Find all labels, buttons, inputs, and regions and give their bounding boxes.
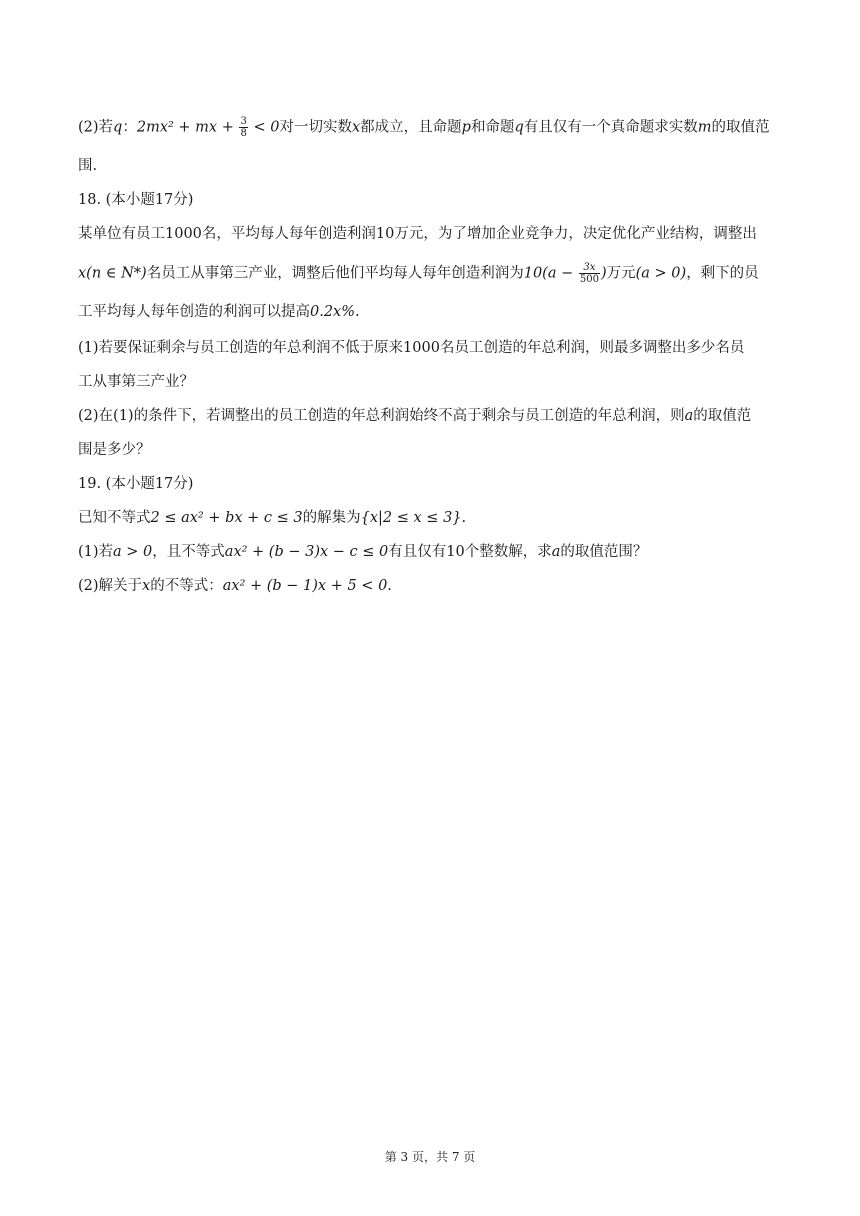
text: 的取值范	[711, 119, 770, 136]
fraction	[579, 262, 600, 285]
math: 10(a −	[523, 265, 578, 282]
fraction	[239, 116, 247, 139]
math: x	[142, 578, 151, 594]
text: (2)在(1)的条件下，若调整出的员工创造的年总利润始终不高于剩余与员工创造的年总利润，则	[78, 408, 685, 424]
math: ax² + (b − 3)x − c ≤ 0	[224, 544, 389, 560]
fraction-denominator: 500	[579, 274, 599, 285]
text: (2)若	[78, 119, 114, 136]
text: .	[355, 304, 360, 320]
q18-line2	[78, 262, 759, 285]
q19-part2	[78, 576, 392, 596]
math: < 0	[248, 119, 280, 136]
q18-part1-line1: (1)若要保证剩余与员工创造的年总利润不低于原来1000名员工创造的年总利润，则最多调整出多少名员	[78, 340, 745, 356]
fraction-numerator: 3	[240, 116, 247, 127]
math: )	[600, 265, 607, 282]
math: 2 ≤ ax² + bx + c ≤ 3	[150, 510, 303, 526]
q18-header: 18. (本小题17分)	[78, 192, 194, 208]
text: 的解集为	[302, 510, 361, 526]
math: x	[351, 119, 361, 136]
fraction-numerator: 3x	[579, 262, 600, 274]
q19-line1	[78, 508, 466, 528]
q19-part1	[78, 542, 647, 562]
math: q	[514, 119, 524, 136]
text: .	[461, 510, 467, 526]
math: q	[113, 119, 123, 136]
text: ，剩下的员	[686, 265, 759, 282]
q18-line1: 某单位有员工1000名，平均每人每年创造利润10万元，为了增加企业竞争力，决定优化产业结构，调整出	[78, 226, 757, 242]
math: a > 0	[113, 544, 153, 560]
text: 的不等式：	[150, 578, 223, 594]
math: {x|2 ≤ x ≤ 3}	[360, 510, 462, 526]
q17-part2-line2: 围.	[78, 158, 98, 174]
text: 名员工从事第三产业，调整后他们平均每人每年创造利润为	[146, 265, 524, 282]
q17-part2-line1	[78, 116, 769, 139]
text: 和命题	[470, 119, 515, 136]
text: (1)若	[78, 544, 114, 560]
text: 对一切实数	[279, 119, 352, 136]
math: 0.2x%	[310, 304, 356, 320]
text: ，且不等式	[152, 544, 225, 560]
fraction-denominator: 8	[240, 128, 247, 139]
math: (a > 0)	[635, 265, 687, 282]
q18-part1-line2: 工从事第三产业？	[78, 374, 194, 390]
math: m	[697, 119, 712, 136]
math: x(n ∈ N*)	[78, 265, 147, 282]
text: 万元	[606, 265, 636, 282]
q18-line3	[78, 302, 360, 322]
page-footer: 第 3 页，共 7 页	[384, 1150, 476, 1164]
q18-part2-line1	[78, 406, 751, 426]
math: a	[551, 544, 561, 560]
text: 的取值范	[693, 408, 752, 424]
text: ：	[122, 119, 137, 136]
math: p	[461, 119, 471, 136]
math: ax² + (b − 1)x + 5 < 0	[222, 578, 388, 594]
math: a	[684, 408, 694, 424]
text: 工平均每人每年创造的利润可以提高	[78, 304, 310, 320]
text: 都成立，且命题	[360, 119, 462, 136]
math: 2mx² + mx +	[136, 119, 239, 136]
text: 有且仅有一个真命题求实数	[523, 119, 698, 136]
text: .	[387, 578, 392, 594]
text: 有且仅有10个整数解，求	[388, 544, 552, 560]
q18-part2-line2: 围是多少？	[78, 442, 151, 458]
text: 已知不等式	[78, 510, 151, 526]
q19-header: 19. (本小题17分)	[78, 476, 194, 492]
text: 的取值范围？	[560, 544, 648, 560]
text: (2)解关于	[78, 578, 143, 594]
